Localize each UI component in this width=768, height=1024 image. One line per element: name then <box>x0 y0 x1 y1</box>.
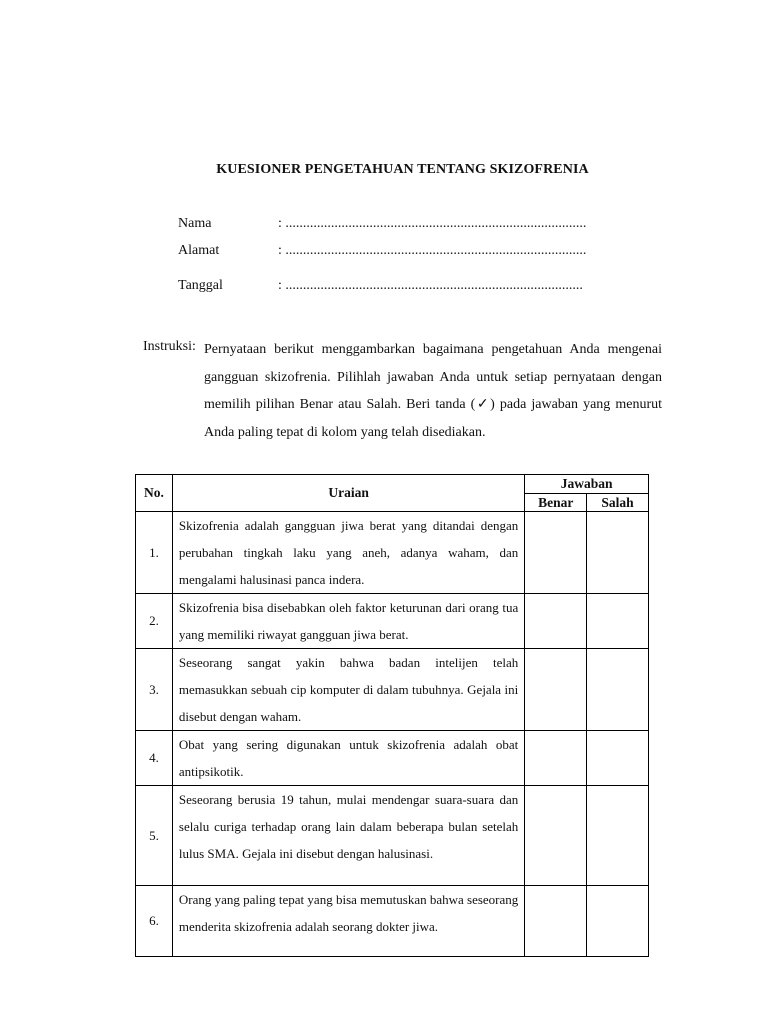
field-nama <box>178 216 586 232</box>
answer-benar-cell[interactable] <box>525 649 587 731</box>
field-alamat <box>178 243 586 259</box>
field-tanggal <box>178 278 583 294</box>
page-title: KUESIONER PENGETAHUAN TENTANG SKIZOFRENIA <box>216 162 589 177</box>
row-number: 1. <box>136 512 173 594</box>
header-benar: Benar <box>525 494 587 512</box>
answer-benar-cell[interactable] <box>525 886 587 957</box>
header-jawaban: Jawaban <box>525 475 649 494</box>
header-salah: Salah <box>587 494 649 512</box>
answer-salah-cell[interactable] <box>587 594 649 649</box>
field-alamat-label: Alamat <box>178 243 220 258</box>
row-number: 6. <box>136 886 173 957</box>
answer-benar-cell[interactable] <box>525 731 587 786</box>
table-row <box>136 886 649 957</box>
field-nama-label: Nama <box>178 216 212 231</box>
row-statement: Skizofrenia adalah gangguan jiwa berat yang ditandai dengan perubahan tingkah laku yang aneh, adanya waham, dan mengalami halusinasi panca indera. <box>172 512 524 594</box>
instruction-text: Pernyataan berikut menggambarkan bagaimana pengetahuan Anda mengenai gangguan skizofrenia. Pilihlah jawaban Anda untuk setiap pernyataan dengan memilih pilihan Benar atau Salah. Beri tanda (✓) pada jawaban yang menurut Anda paling tepat di kolom yang telah disediakan. <box>204 342 662 440</box>
answer-salah-cell[interactable] <box>587 649 649 731</box>
table-row <box>136 731 649 786</box>
field-tanggal-value: : ..................................................................................... <box>278 278 583 293</box>
table-row <box>136 786 649 886</box>
row-number: 3. <box>136 649 173 731</box>
answer-benar-cell[interactable] <box>525 512 587 594</box>
field-nama-value: : ...................................................................................... <box>278 216 587 231</box>
instruction-label: Instruksi: <box>143 339 196 354</box>
answer-salah-cell[interactable] <box>587 786 649 886</box>
header-no: No. <box>136 475 173 512</box>
row-statement: Skizofrenia bisa disebabkan oleh faktor keturunan dari orang tua yang memiliki riwayat gangguan jiwa berat. <box>172 594 524 649</box>
row-statement: Orang yang paling tepat yang bisa memutuskan bahwa seseorang menderita skizofrenia adalah seorang dokter jiwa. <box>172 886 524 957</box>
table-row <box>136 512 649 594</box>
row-number: 2. <box>136 594 173 649</box>
answer-salah-cell[interactable] <box>587 512 649 594</box>
answer-benar-cell[interactable] <box>525 594 587 649</box>
table-row <box>136 594 649 649</box>
field-tanggal-label: Tanggal <box>178 278 223 293</box>
row-statement: Seseorang berusia 19 tahun, mulai mendengar suara-suara dan selalu curiga terhadap orang lain dalam beberapa bulan setelah lulus SMA. Gejala ini disebut dengan halusinasi. <box>172 786 524 886</box>
row-statement: Obat yang sering digunakan untuk skizofrenia adalah obat antipsikotik. <box>172 731 524 786</box>
row-number: 4. <box>136 731 173 786</box>
row-statement: Seseorang sangat yakin bahwa badan intelijen telah memasukkan sebuah cip komputer di dalam tubuhnya. Gejala ini disebut dengan waham. <box>172 649 524 731</box>
table-row <box>136 649 649 731</box>
header-uraian: Uraian <box>172 475 524 512</box>
field-alamat-value: : ...................................................................................... <box>278 243 587 258</box>
answer-salah-cell[interactable] <box>587 886 649 957</box>
answer-benar-cell[interactable] <box>525 786 587 886</box>
row-number: 5. <box>136 786 173 886</box>
answer-salah-cell[interactable] <box>587 731 649 786</box>
questionnaire-table <box>135 474 649 957</box>
